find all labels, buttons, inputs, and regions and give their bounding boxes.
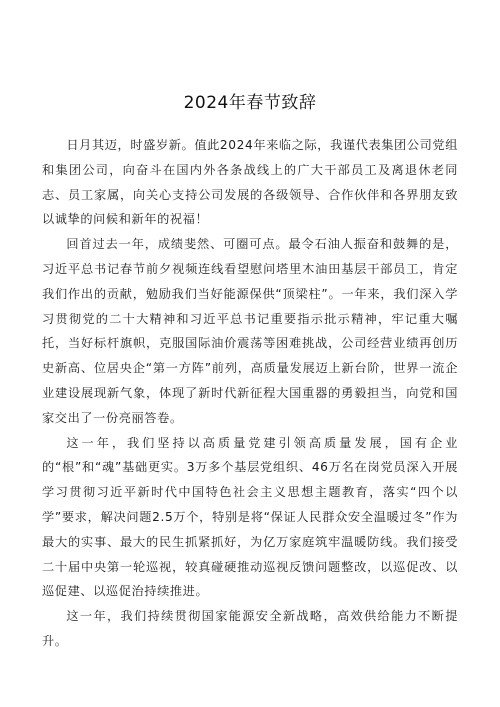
paragraph-review: 回首过去一年，成绩斐然、可圈可点。最令石油人振奋和鼓舞的是，习近平总书记春节前夕视频连线看望慰问塔里木油田基层干部员工，肯定我们作出的贡献，勉励我们当好能源保供“顶梁柱”。一年来，我们深入学习贯彻党的二十大精神和习近平总书记重要指示批示精神，牢记重大嘱托，当好标杆旗帜，克服国际油价震荡等困难挑战，公司经营业绩再创历史新高、位居央企“第一方阵”前列，高质量发展迈上新台阶，世界一流企业建设展现新气象，体现了新时代新征程大国重器的勇毅担当，向党和国家交出了一份亮丽答卷。 [42, 237, 458, 425]
document-body [42, 133, 458, 654]
paragraph-energy-security: 这一年，我们持续贯彻国家能源安全新战略，高效供给能力不断提升。 [42, 609, 458, 648]
paragraph-greeting: 日月其迈，时盛岁新。值此2024年来临之际，我谨代表集团公司党组和集团公司，向奋斗在国内外各条战线上的广大干部员工及离退休老同志、员工家属，向关心支持公司发展的各级领导、合作伙伴和各界朋友致以诚挚的问候和新年的祝福！ [42, 138, 458, 227]
paragraph-party-building: 这一年，我们坚持以高质量党建引领高质量发展，国有企业的“根”和“魂”基础更实。3万多个基层党组织、46万名在岗党员深入开展学习贯彻习近平新时代中国特色社会主义思想主题教育，落实“四个以学”要求，解决问题2.5万个，特别是将“保证人民群众安全温暖过冬”作为最大的实事、最大的民生抓紧抓好，为亿万家庭筑牢温暖防线。我们接受二十届中央第一轮巡视，较真碰硬推动巡视反馈问题整改，以巡促改、以巡促建、以巡促治持续推进。 [42, 435, 458, 599]
document-title: 2024年春节致辞 [183, 93, 317, 113]
